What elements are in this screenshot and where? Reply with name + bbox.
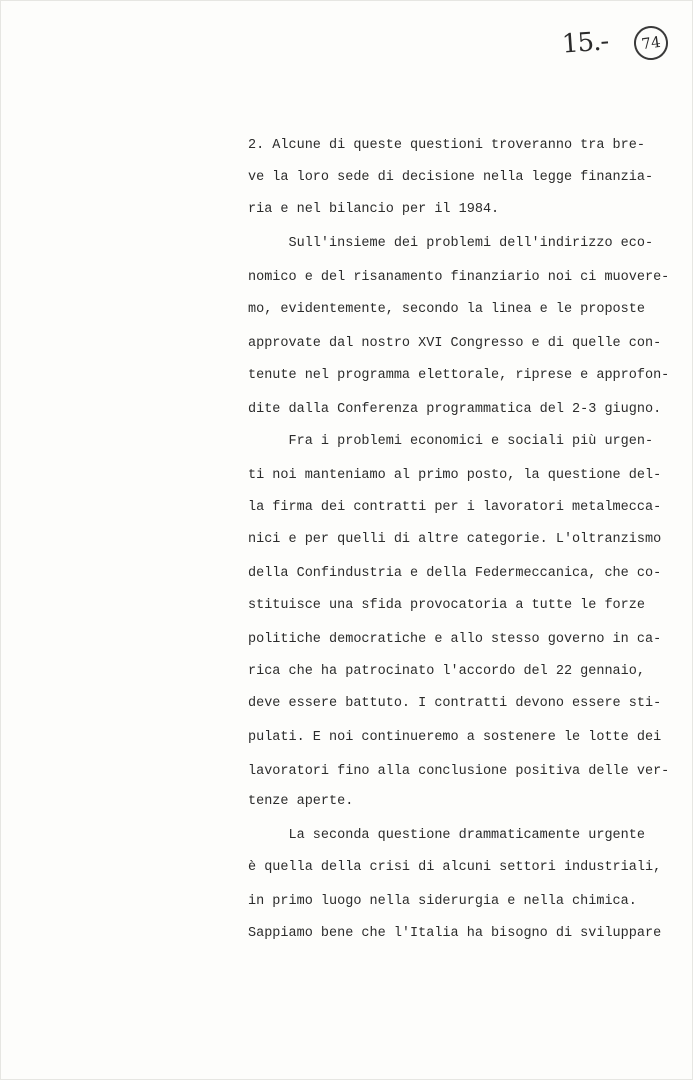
text-line: la firma dei contratti per i lavoratori metalmecca- — [248, 500, 662, 515]
text-line: dite dalla Conferenza programmatica del 2-3 giugno. — [248, 402, 662, 417]
text-line: politiche democratiche e allo stesso governo in ca- — [248, 632, 662, 647]
text-line: lavoratori fino alla conclusione positiva delle ver- — [248, 764, 670, 779]
text-line: Sull'insieme dei problemi dell'indirizzo eco- — [248, 236, 654, 251]
text-line: Fra i problemi economici e sociali più urgen- — [248, 434, 654, 449]
text-line: mo, evidentemente, secondo la linea e le proposte — [248, 302, 645, 317]
text-line: deve essere battuto. I contratti devono essere sti- — [248, 696, 662, 711]
text-line: nici e per quelli di altre categorie. L'oltranzismo — [248, 532, 662, 547]
text-line: ti noi manteniamo al primo posto, la questione del- — [248, 468, 662, 483]
text-line: nomico e del risanamento finanziario noi ci muovere- — [248, 270, 670, 285]
text-line: approvate dal nostro XVI Congresso e di quelle con- — [248, 336, 662, 351]
text-line: pulati. E noi continueremo a sostenere le lotte dei — [248, 730, 662, 745]
text-line: in primo luogo nella siderurgia e nella chimica. — [248, 894, 637, 909]
text-line: è quella della crisi di alcuni settori industriali, — [248, 860, 662, 875]
text-line: La seconda questione drammaticamente urgente — [248, 828, 645, 843]
text-line: 2. Alcune di queste questioni troveranno tra bre- — [248, 138, 645, 153]
text-line: Sappiamo bene che l'Italia ha bisogno di sviluppare — [248, 926, 662, 941]
folio-stamp: 74 — [632, 24, 670, 62]
text-line: della Confindustria e della Federmeccanica, che co- — [248, 566, 662, 581]
text-line: stituisce una sfida provocatoria a tutte le forze — [248, 598, 645, 613]
text-line: rica che ha patrocinato l'accordo del 22 gennaio, — [248, 664, 645, 679]
text-line: ve la loro sede di decisione nella legge finanzia- — [248, 170, 654, 185]
text-line: tenute nel programma elettorale, riprese e approfon- — [248, 368, 670, 383]
text-line: tenze aperte. — [248, 794, 354, 809]
text-line: ria e nel bilancio per il 1984. — [248, 202, 500, 217]
page-number: 15.- — [561, 26, 610, 60]
